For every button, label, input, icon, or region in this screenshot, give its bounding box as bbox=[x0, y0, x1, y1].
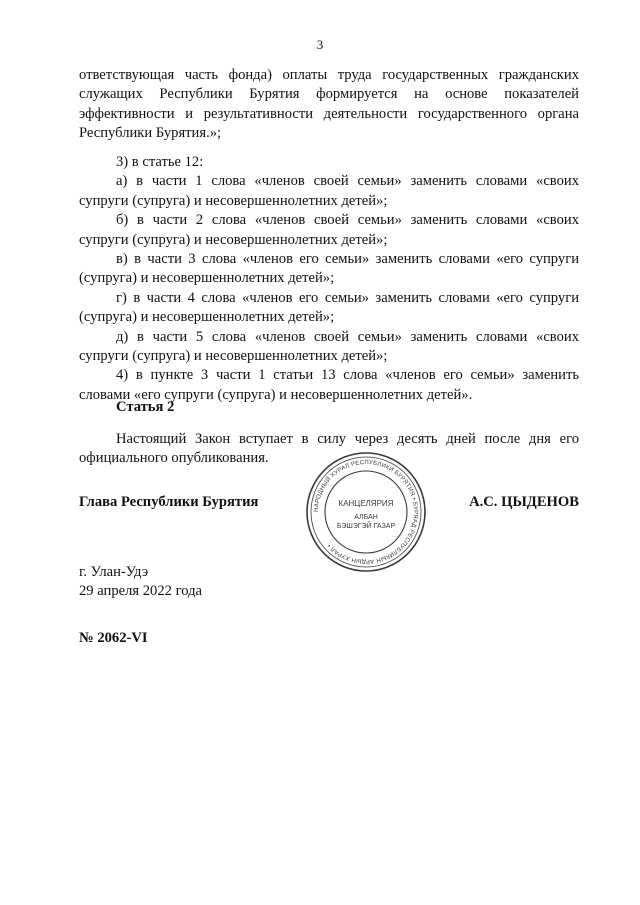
amendment-item: д) в части 5 слова «членов своей семьи» заменить словами «своих супруги (супруга) и несовершеннолетних детей»; bbox=[79, 328, 579, 365]
signatory-position: Глава Республики Бурятия bbox=[79, 494, 259, 510]
seal-line-3: БЭШЭГЭЙ ГАЗАР bbox=[336, 523, 396, 530]
amendment-item: в) в части 3 слова «членов его семьи» заменить словами «его супруги (супруга) и несовершеннолетних детей»; bbox=[79, 251, 579, 287]
seal-line-2: АЛБАН bbox=[354, 514, 378, 521]
place-date-block bbox=[79, 563, 202, 602]
amendment-item: б) в части 2 слова «членов своей семьи» заменить словами «своих супруги (супруга) и несовершеннолетних детей»; bbox=[79, 212, 579, 248]
intro-paragraph: ответствующая часть фонда) оплаты труда государственных гражданских служащих Республики Бурятия формируется на основе показателей эффективности и результативности деятельности государственного органа Республики Бурятия.»; bbox=[79, 67, 579, 142]
amendment-item: г) в части 4 слова «членов его семьи» заменить словами «его супруги (супруга) и несовершеннолетних детей»; bbox=[79, 289, 579, 326]
amendment-item: 3) в статье 12: bbox=[116, 154, 204, 170]
article-heading: Статья 2 bbox=[116, 399, 175, 415]
article-text: Настоящий Закон вступает в силу через десять дней после дня его официального опубликования. bbox=[79, 431, 579, 467]
svg-text:НАРОДНЫЙ ХУРАЛ РЕСПУБЛИКИ БУРЯ bbox=[314, 460, 418, 564]
amendments-list bbox=[79, 153, 579, 405]
official-seal-icon bbox=[304, 450, 428, 574]
law-number: № 2062-VI bbox=[79, 630, 148, 646]
signatory-name: А.С. ЦЫДЕНОВ bbox=[469, 494, 579, 510]
intro-paragraph-block bbox=[79, 66, 579, 144]
seal-ring-text: НАРОДНЫЙ ХУРАЛ РЕСПУБЛИКИ БУРЯТИЯ • БУРЯАД РЕСПУБЛИКЫН АРДЫН ХУРАЛ • bbox=[313, 459, 419, 565]
date: 29 апреля 2022 года bbox=[79, 583, 202, 600]
amendment-item: а) в части 1 слова «членов своей семьи» заменить словами «своих супруги (супруга) и несовершеннолетних детей»; bbox=[79, 173, 579, 209]
seal-line-1: КАНЦЕЛЯРИЯ bbox=[338, 499, 394, 508]
place: г. Улан-Удэ bbox=[79, 564, 149, 580]
amendment-item: 4) в пункте 3 части 1 статьи 13 слова «членов его семьи» заменить словами «его супруги (супруга) и несовершеннолетних детей». bbox=[79, 367, 579, 403]
page-number: 3 bbox=[316, 37, 324, 52]
